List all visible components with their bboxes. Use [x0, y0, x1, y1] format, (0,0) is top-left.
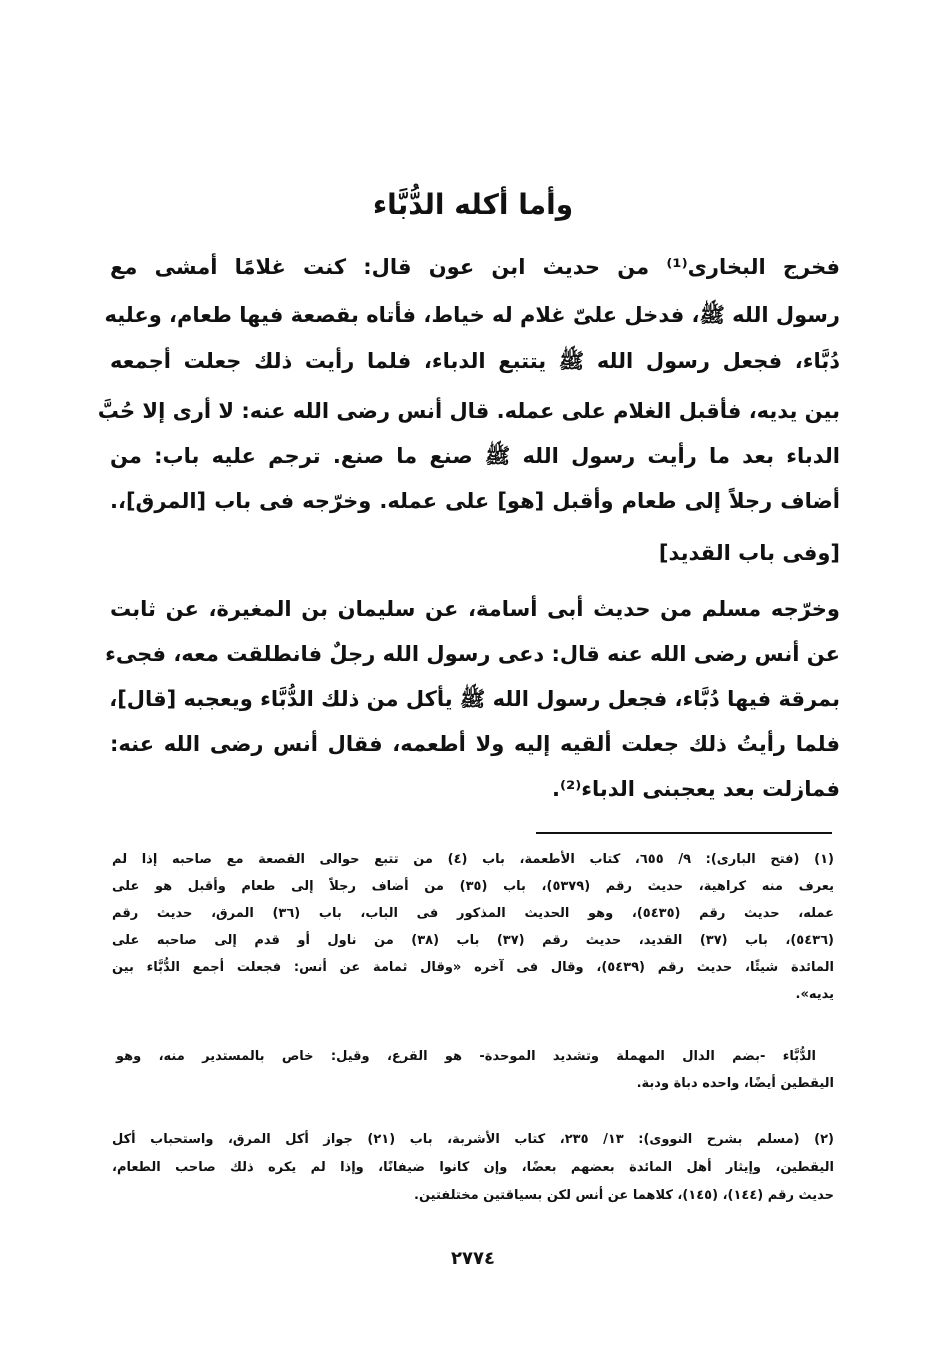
footnote-line: اليقطين، وإيثار أهل المائدة بعضهم بعضًا، وإن كانوا ضيفانًا، وإذا لم يكره ذلك صاحب الطعام، — [112, 1160, 834, 1175]
gloss-line: الدُّبَّاء -بضم الدال المهملة وتشديد الموحدة- هو القرع، وقيل: خاص بالمستدير منه، وهو — [116, 1049, 816, 1064]
section-title: وأما أكله الدُّبَّاء — [372, 188, 574, 221]
chapter-note: [وفى باب القديد] — [658, 541, 840, 565]
footnote-line: (٥٤٣٦)، باب (٣٧) القديد، حديث رقم (٣٧) باب (٣٨) من ناول أو قدم إلى صاحبه على — [112, 933, 834, 948]
body-line: فخرج البخارى⁽¹⁾ من حديث ابن عون قال: كنت غلامًا أمشى مع — [110, 255, 840, 279]
body-line: الدباء بعد ما رأيت رسول الله ﷺ صنع ما صنع. ترجم عليه باب: من — [110, 444, 840, 468]
gloss-line: اليقطين أيضًا، واحده دباة ودبة. — [636, 1076, 834, 1091]
body-line: عن أنس رضى الله عنه قال: دعى رسول الله رجلٌ فانطلقت معه، فجىء — [105, 642, 840, 666]
footnote-line: حديث رقم (١٤٤)، (١٤٥)، كلاهما عن أنس لكن بسياقتين مختلفتين. — [414, 1188, 834, 1203]
page-number: ٢٧٧٤ — [451, 1248, 495, 1269]
body-line: فلما رأيتُ ذلك جعلت ألقيه إليه ولا أطعمه، فقال أنس رضى الله عنه: — [110, 732, 840, 756]
footnote-line: عمله، حديث رقم (٥٤٣٥)، وهو الحديث المذكور فى الباب، باب (٣٦) المرق، حديث رقم — [112, 906, 834, 921]
body-line: وخرّجه مسلم من حديث أبى أسامة، عن سليمان بن المغيرة، عن ثابت — [110, 597, 840, 621]
footnote-line: (٢) (مسلم بشرح النووى): ١٣/ ٢٣٥، كتاب الأشربة، باب (٢١) جواز أكل المرق، واستحباب أكل — [112, 1132, 834, 1147]
body-line: بين يديه، فأقبل الغلام على عمله. قال أنس رضى الله عنه: لا أرى إلا حُبَّ — [97, 399, 840, 423]
body-line: رسول الله ﷺ، فدخل علىّ غلام له خياط، فأتاه بقصعة فيها طعام، وعليه — [104, 303, 840, 327]
body-line: أضاف رجلاً إلى طعام وأقبل [هو] على عمله. وخرّجه فى باب [المرق]،. — [110, 489, 840, 513]
footnote-line: (١) (فتح البارى): ٩/ ٦٥٥، كتاب الأطعمة، باب (٤) من تتبع حوالى القصعة مع صاحبه إذا لم — [112, 852, 834, 867]
body-line: فمازلت بعد يعجبنى الدباء⁽²⁾. — [552, 777, 840, 801]
footnote-line: يعرف منه كراهية، حديث رقم (٥٣٧٩)، باب (٣٥) من أضاف رجلاً إلى طعام وأقبل هو على — [112, 879, 834, 894]
footnote-separator — [536, 832, 832, 834]
footnote-line: يديه». — [795, 987, 834, 1002]
body-line: بمرقة فيها دُبَّاء، فجعل رسول الله ﷺ يأكل من ذلك الدُّبَّاء ويعجبه [قال]، — [109, 687, 840, 711]
footnote-line: المائدة شيئًا، حديث رقم (٥٤٣٩)، وقال فى آخره «وقال ثمامة عن أنس: فجعلت أجمع الدُّبَّاء بين — [112, 960, 834, 975]
body-line: دُبَّاء، فجعل رسول الله ﷺ يتتبع الدباء، فلما رأيت ذلك جعلت أجمعه — [110, 349, 840, 373]
